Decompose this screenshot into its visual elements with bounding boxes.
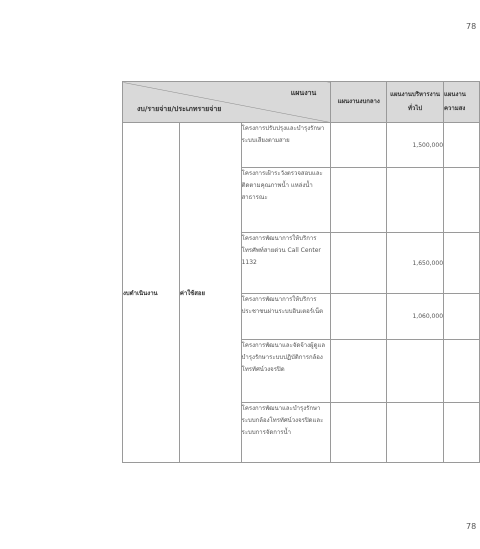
central-amount-cell xyxy=(331,168,387,233)
partial-amount-cell xyxy=(444,294,480,340)
partial-amount-cell xyxy=(444,168,480,233)
project-cell: โครงการพัฒนาการให้บริการโทรศัพท์สายด่วน Call Center 1132 xyxy=(241,233,331,294)
partial-amount-cell xyxy=(444,403,480,463)
header-partial-plan: แผนงาน ความสง xyxy=(444,82,480,123)
page-number-top: 78 xyxy=(466,22,477,31)
project-cell: โครงการเฝ้าระวังตรวจสอบและติดตามคุณภาพน้ำ แหล่งน้ำสาธารณะ xyxy=(241,168,331,233)
budget-group-cell: งบดำเนินงาน xyxy=(123,123,180,463)
central-amount-cell xyxy=(331,123,387,168)
project-cell: โครงการพัฒนาและจัดจ้างผู้ดูแลบำรุงรักษาระบบปฏิบัติการกล้องโทรทัศน์วงจรปิด xyxy=(241,340,331,403)
central-amount-cell xyxy=(331,403,387,463)
page-number-bottom: 78 xyxy=(466,522,477,531)
partial-amount-cell xyxy=(444,340,480,403)
header-admin-plan: แผนงานบริหารงาน ทั่วไป xyxy=(387,82,444,123)
project-cell: โครงการพัฒนาการให้บริการประชาชนผ่านระบบอินเตอร์เน็ต xyxy=(241,294,331,340)
admin-amount-cell xyxy=(387,403,444,463)
budget-table xyxy=(122,81,480,463)
header-plan-label: แผนงาน xyxy=(290,89,317,97)
project-cell: โครงการพัฒนาและบำรุงรักษาระบบกล้องโทรทัศน์วงจรปิดและระบบการจัดการน้ำ xyxy=(241,403,331,463)
header-category-label: งบ/รายจ่าย/ประเภทรายจ่าย xyxy=(137,105,222,113)
admin-amount-cell xyxy=(387,168,444,233)
header-diagonal-cell xyxy=(123,82,331,123)
partial-amount-cell xyxy=(444,233,480,294)
admin-amount-cell: 1,650,000 xyxy=(387,233,444,294)
central-amount-cell xyxy=(331,233,387,294)
admin-amount-cell: 1,500,000 xyxy=(387,123,444,168)
admin-amount-cell: 1,060,000 xyxy=(387,294,444,340)
partial-amount-cell xyxy=(444,123,480,168)
central-amount-cell xyxy=(331,294,387,340)
central-amount-cell xyxy=(331,340,387,403)
header-central-plan: แผนงานงบกลาง xyxy=(331,82,387,123)
project-cell: โครงการปรับปรุงและบำรุงรักษาระบบเสียงตามสาย xyxy=(241,123,331,168)
admin-amount-cell xyxy=(387,340,444,403)
expense-type-cell: ค่าใช้สอย xyxy=(179,123,241,463)
